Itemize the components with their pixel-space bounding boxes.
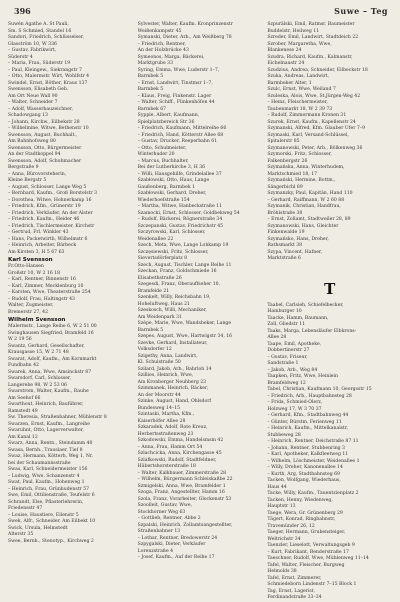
directory-entry: – Friedrich, Rentner, [137, 41, 186, 47]
directory-entry: Kleine Bergstr 5 [8, 178, 47, 183]
directory-entry: Szillies, Heinrich, Wwe, [137, 373, 194, 378]
directory-entry: – Martha, Witwe, Hanbeckstraße 11 [137, 204, 223, 209]
directory-entry: Taabel, Carlsieh, Schiefelbecker, [267, 302, 344, 308]
directory-entry: Barmbek 5 [137, 327, 164, 333]
directory-entry: Am Kanal 12 [8, 434, 38, 440]
directory-entry: Gaußenberg, Barmbek 1 [137, 184, 195, 190]
directory-entry: Am Ort Neue Wall 90 [8, 93, 58, 99]
directory-entry: Szrober, Margaretha, Wwe, [267, 41, 332, 47]
directory-entry: Bremerstr 27, 42 [8, 309, 49, 315]
directory-entry: – Bernhard, Kaufm., Groß Borstelstr 3 [8, 191, 97, 196]
directory-entry: Szoolleit, Gustav, Wwe, [137, 503, 193, 508]
directory-entry: – Lothar, Rentner, Bredowerstr 24 [137, 535, 218, 541]
directory-entry: – Wilhelm, Bürgermann Schleiskaßbe 22 [137, 477, 233, 482]
directory-entry: Szymański, Hermine, Bottm., [267, 178, 336, 183]
directory-entry: Szilard, Jakob, Arb., Bahrloh 14 [137, 366, 212, 372]
directory-entry: – Walter, Kalkbauer, Zimmerstraße 28 [137, 470, 227, 476]
directory-entry: – Hans, Packetwirth, Wilhelmstr 6 [8, 236, 88, 242]
directory-entry: Am Bahnhofsweg 80 [8, 139, 56, 144]
directory-entry: Swarat, Adolf, Kaufm., Am Kornmarkt [8, 356, 97, 362]
directory-entry: Hauptstr 13 [267, 504, 296, 509]
directory-entry: An der Moorstr 44 [137, 392, 181, 398]
directory-entry: Travemünder 26, 12 [267, 523, 315, 529]
directory-entry: Szimmanek, Heinrich, Bäcker, [137, 386, 209, 391]
directory-entry: – Klaus, Freig, Finkenstr. Lager [137, 93, 212, 99]
directory-entry: Szlachcicka, Anna, Kirchengasse 45 [137, 451, 222, 456]
directory-entry: Szeskosch, Willi, Mechaniker, [137, 308, 207, 313]
directory-entry: Weidenallee 22 [137, 236, 174, 242]
directory-entry: Szkaradek, Adolf, Rote Kreuz, [137, 425, 208, 430]
directory-entry: Allee 28 [267, 335, 287, 340]
directory-entry: – Frida, Schmied-Olerz, [267, 400, 323, 405]
directory-entry: – Heinrich, Arbeiter, Bärbeck [8, 243, 77, 248]
directory-entry: Szczepanski, Gustav, Friedrichstr 45 [137, 223, 224, 229]
directory-entry: Szepes, August, Wwe, Hartwigstr 34, 16 [137, 334, 233, 339]
directory-entry: Süderstr 4 [8, 54, 33, 60]
directory-entry: – Gertrud, Frl. Winkler 43 [8, 230, 69, 235]
directory-entry: Szabłowski, Gerhard, Dreher, [137, 191, 207, 196]
directory-entry: Barmbek 5 [137, 87, 164, 92]
directory-entry: – Karl, Zimmer, Mecklenburg 10 [8, 283, 84, 289]
directory-entry: – Heinrich, Kaufm., Mittelkanalstr, [267, 426, 349, 431]
directory-entry: Stockhorner Weg 63 [137, 509, 186, 515]
directory-entry: Szpurälski, Emil, Ratmsr, Baumeister [267, 22, 355, 27]
directory-entry: Großstr 10, W 2 16 18 [8, 270, 61, 276]
directory-entry: Swarz, Anna, Rentn., Steindamm 40 [8, 441, 93, 446]
directory-entry: Swensson, Elisabeth Geb. [8, 87, 69, 92]
directory-entry: Fundbahn 42 [8, 363, 39, 368]
directory-entry: – Otto, Schulmeister, [137, 145, 187, 151]
directory-entry: Barmbek 67 [137, 106, 167, 112]
directory-entry: – Walter, Schiff., Flinkenhöfen 44 [137, 100, 215, 105]
directory-entry: – Friedrich, Kaufmann, Mittelreihe 66 [137, 126, 227, 131]
directory-entry: Szevke, Gerhard, Installateur, [137, 340, 208, 346]
directory-entry: – Adolf, Wasserbauzeichner, [8, 106, 74, 112]
directory-entry: Szurek, Ernst, Kaufm., Kapellenstr 24 [267, 119, 356, 125]
directory-entry: Tacke, Willy, Kaufm., Tauentzienplatz 2 [267, 491, 359, 496]
directory-entry: Szintaski, Martha, Kfm., [137, 412, 195, 417]
directory-entry: Swensson, Adolf, Schuhmacher [8, 158, 82, 164]
directory-entry: Szabłowski, Otto, Haus, Lange [137, 178, 210, 183]
directory-entry: Szymaski, Karl, Versand-Schlüssel, [267, 132, 349, 138]
directory-entry: Elisabethstraße 26 [137, 275, 182, 281]
directory-entry: Szypa, Vincent, Hafner, [267, 249, 323, 255]
directory-entry: Taenzler, Lieselott, Verwaltungsgeb 9 [267, 543, 355, 548]
column-right [267, 22, 392, 600]
directory-entry: Sw. Theresia, Straßenbahner, Mühlenstr 8 [8, 415, 107, 420]
directory-entry: Am Seehof 66 [8, 395, 41, 401]
directory-entry: Sandstraße 1 [267, 361, 299, 366]
directory-entry: – Karl, Apotheker, Kalkfleetweg 11 [267, 452, 349, 457]
directory-entry: Schrandt, Else, Pflasterlehrerin, [8, 499, 84, 505]
directory-entry: – Willy, Dreher, Kanonenallee 14 [267, 465, 343, 470]
directory-entry: – Friedrich, Tischlermeister, Kirchstr [8, 223, 95, 229]
directory-entry: Tabel, Christian, Kaufmann 10, Georgsstr 15 [267, 387, 372, 392]
directory-entry: Swat, Paul, Kaufm., Hohenweg 1 [8, 480, 85, 485]
directory-entry: – Johann, Kirchw., Eilbekstr 28 [8, 119, 80, 125]
directory-entry: Walter, Zugmeister, [8, 303, 54, 308]
directory-entry: Szeckan, Franz, Goldschmiede 16 [137, 269, 217, 274]
directory-heading: Wilhelm Svensson [8, 317, 66, 323]
directory-entry: Taapken, Fritz, Wwe, Heinlein [267, 374, 338, 379]
column-middle [137, 22, 263, 560]
column-left [8, 22, 133, 557]
directory-entry: Syring, Emma, Wwe, Luderstr 1–7, [137, 67, 220, 73]
directory-entry: Ferdinandstraße 33–34 [267, 595, 322, 600]
directory-entry: Swaz, Hermann, Kötterh, Weg 1, Nr. [8, 454, 94, 459]
page-number: 396 [14, 6, 31, 16]
directory-entry: Hübertshorsterstraße 18 [137, 464, 196, 469]
directory-entry: Marktstraße 6 [267, 256, 301, 261]
directory-entry: Szymanzky, Paul, Kapitän, Hand 110 [267, 191, 353, 196]
directory-entry: – Gerhard, Raiffmann, W 2 60 88 [267, 197, 345, 203]
directory-entry: Friedensstr 47 [8, 506, 43, 511]
directory-entry: Szegesdi, Franz, Oberauffseher 10, [137, 282, 221, 287]
directory-entry: Herbertsstraßenweg 23 [137, 431, 194, 437]
directory-entry: – Gerhard, Kfm., Stadtbahnweg 44 [267, 413, 349, 418]
directory-entry: Tacken, Henny, Wiedenweg, [267, 497, 333, 503]
directory-entry: Swantz, Gerhard, Gesellschafter, [8, 343, 85, 349]
directory-entry: Szpalski, Heinrich, Zollamtsangestellter, [137, 522, 233, 528]
directory-entry: Blankenese 24 [267, 48, 302, 53]
directory-entry: Szymańsko, Hans, Dreher, [267, 236, 329, 242]
directory-entry: Hamburger 10 [267, 309, 302, 314]
directory-entry: Kl. Schulstraße 50 [137, 360, 181, 365]
directory-entry: Szuleska, Alois, Wwe, St.Jürgen-Weg 42 [267, 93, 361, 99]
directory-entry: Bei der Lutherkirche 3, H 36 [137, 165, 206, 170]
directory-entry: Barmbeker Alter, 1 [267, 80, 312, 86]
directory-entry: – Rudolf, Frau, Haltingstr 43 [8, 296, 75, 302]
directory-entry: Szkodowski, Emma, Handelsmsm 42 [137, 438, 224, 443]
directory-entry: Szamocki, Ernst, Schlosser, Goldbekweg 54 [137, 210, 240, 216]
directory-entry: Kaiserhöfer Allee 28 [137, 418, 186, 424]
section-letter: T [324, 279, 336, 298]
directory-entry: Buddelstr, Heilweg 11 [267, 28, 320, 34]
directory-entry: Szola, Franz, Vorarbeiter, Glockenstr 53 [137, 496, 232, 502]
directory-entry: Szudzius, Andrea, Schneider, Eilbeckstr 18 [267, 67, 368, 73]
directory-entry: Stubbeweg 28 [267, 432, 301, 438]
directory-entry: – Karl, Rentner, Binnenstr 16 [8, 277, 76, 282]
directory-entry: – Kurt, Fabrikant, Benderstraße 17 [267, 549, 349, 555]
directory-entry: – Ernst, Zollamt, Stadtweiler 28, 89 [267, 217, 351, 222]
directory-entry: Sylvester, Walter, Kaufm. Kronprinzenstr [137, 22, 233, 27]
directory-entry: Swarzen, Ernst, Kaufm., Langreihe [8, 421, 90, 427]
directory-entry: – Louise, Haustiere, Eilenstr 5 [8, 512, 79, 518]
directory-entry: Swas, Karl, Schneidermeister 156 [8, 467, 88, 472]
directory-entry: Spitalerstr 85 [267, 139, 300, 144]
directory-entry: Sm. S Schmied, Standel 16 [8, 28, 72, 34]
directory-heading: Karl Svensson [8, 257, 53, 263]
directory-entry: Am Kirsten 3, H 5 67 63 [8, 249, 65, 255]
directory-entry: Szpygalski, Dieter, Verkäufer [137, 542, 206, 547]
directory-entry: Taacke, Hamm, Baumann, [267, 315, 329, 321]
directory-entry: Am Weidenpark 31 [137, 314, 182, 320]
directory-entry: Weltrichstr 34 [267, 536, 301, 542]
directory-entry: – Rudolf, Bäckerei, Rögnerstraße 34 [137, 217, 223, 222]
directory-entry: Szymanik, Christian, Handfrau, [267, 204, 341, 209]
directory-entry: – Friedrich, Kfm., Grünerstr 19 [8, 204, 81, 209]
directory-entry: Szépe, Marie, Wwe, Wandsbeker, Lange [137, 321, 232, 326]
directory-entry: Swarstrom, Walter, Kaufm., Rauhe [8, 389, 89, 394]
directory-entry: Taege, Wera, Gr. Grünenberg 29 [267, 510, 343, 516]
directory-entry: Haus 44 [267, 484, 287, 490]
directory-entry: – August, Schlosser, Lange Weg 5 [8, 184, 87, 190]
directory-entry: – Friedrich, Arb., Hauptbahnsteg 28 [267, 393, 352, 399]
directory-entry: Tafel, Ernst, Zimmerer, [267, 575, 322, 581]
directory-entry: Marktgrube 33 [137, 61, 173, 66]
directory-entry: An der Stadtkoppel 94 [8, 152, 61, 157]
directory-entry: Taaks, Marga, Lebensläufer Elbkrons- [267, 328, 357, 334]
directory-entry: Straßenbahner 13 [137, 529, 181, 534]
directory-entry: Swensson, August, Buchhalt., [8, 132, 78, 138]
directory-entry: – Friedrich, Verkäufer, An der Alster [8, 210, 93, 216]
directory-entry: Taubenmarkt 18, W 2 39 73 [267, 106, 333, 112]
directory-entry: – Gottlieb, Rentner, Abbe 2 [137, 516, 201, 521]
directory-entry: Zoll, Gliedstr 11 [267, 322, 306, 327]
directory-entry: Fr.Otto-Hansen [8, 264, 44, 269]
directory-entry: Bergstraße 9 [8, 165, 39, 170]
directory-entry: – Wilhelm, Löschmeister, Weidenallee 1 [267, 458, 360, 464]
directory-entry: Taeschner, Rudolf, Wwe, Mühlenweg 11–14 [267, 556, 369, 561]
directory-entry: Volksdorfer 12 [137, 347, 172, 352]
directory-entry: bei der Schaumannsstraße [8, 460, 71, 466]
directory-entry: Swaruhnt, Otto, Lagerverwalter, [8, 428, 84, 433]
directory-entry: – Friedrich, Kaufm., Heider 46 [8, 217, 80, 222]
directory-entry: – Friedrich, Hand, Kötterstr Allee 68 [137, 132, 224, 138]
directory-entry: Swarthout, Heinrich, Bauführer, [8, 402, 84, 407]
directory-entry: Tag, Ernst, Lagerist, [267, 588, 316, 594]
directory-entry: Sypple, Albert, Kaufmann, [137, 113, 200, 118]
directory-entry: Swarsdorf, Carl, Schlosser, [8, 376, 72, 381]
directory-entry: Sandori, Friedrich, Schlüsselser, [8, 35, 85, 40]
directory-entry: Malermstr., Lange Reihe 6, W 2 51 00 [8, 324, 97, 329]
directory-entry: – Günter, Bürstm, Ferienweg 11 [267, 419, 342, 425]
directory-entry: Szlafkowski, Rudolf, Stadtfeldner, [137, 457, 217, 463]
directory-entry: Helmolds 38 [267, 569, 297, 574]
directory-entry: Sievertsdörferplatz 8 [137, 256, 188, 261]
directory-entry: – Heinrich, Frau, Grünhudenstr 57 [8, 486, 90, 492]
directory-entry: Tacken, Wolfgang, Wiederhaus, [267, 478, 341, 483]
directory-entry: Szymanowski, Peter, Arb., Bölkenweg 36 [267, 145, 363, 151]
directory-entry: – Anna, Frau, Hamm Ort 54 [137, 444, 203, 450]
directory-entry: Szulc, Ernst, Wwe, Weiland 7 [267, 87, 336, 92]
directory-entry: Szenkelt, Willy, Reichsbahn 19, [137, 295, 211, 300]
directory-entry: – Marcus, Buchhalter, [137, 158, 189, 164]
directory-entry: Swe, Emil, Ottilienstraße, Teufelstr 6 [8, 493, 95, 498]
directory-entry: Szmigelski, Anna, Wwe, Bramfelder 1 [137, 483, 226, 489]
directory-entry: Suwén Agathe A. St Pauli, [8, 22, 69, 27]
directory-entry: Szigethy, Anna, Landwirt, [137, 353, 198, 359]
directory-entry: Winterhuder 20 [137, 152, 175, 157]
directory-entry: – Otto, Malermstr. Wirt, Wohlfstr 4 [8, 74, 90, 79]
page-range: Suwe – Teg [334, 6, 388, 16]
directory-entry: Holzweg 17, W 3 70 37 [267, 406, 322, 412]
directory-entry: Szczyrowski, Karl, Schlosser, [137, 230, 206, 235]
directory-entry: Marktschmied 18, 17 [267, 171, 318, 177]
directory-entry: Sängerbichl 89 [267, 184, 303, 190]
directory-entry: – Paul, Kleingew., Siekrangstr 7 [8, 67, 82, 73]
directory-entry: Bramfeldweg 12 [267, 380, 306, 386]
directory-entry: Alterstr 35 [8, 532, 34, 537]
directory-entry: Szech, August, Tischler, Lange Reihe 11 [137, 262, 232, 268]
directory-entry: – Anna, Bürovorsteherin, [8, 171, 67, 177]
directory-entry: Szudra, Richard, Kaufm., Kalmanstr, [267, 54, 353, 60]
directory-entry: Rathsmarkt 38 [267, 243, 303, 248]
directory-entry: Swee, Bernh., Stenotyp., Kirchweg 2 [8, 538, 94, 544]
directory-entry: Szczęsiewski, Fritz, Schlosser, [137, 249, 209, 255]
directory-entry: Szoga, Franz, Angestellter, Hamm 16 [137, 490, 225, 495]
directory-entry: Swek, Alfr., Schneider, Am Eilbekt 10 [8, 519, 96, 524]
directory-entry: Tägert, Konrad, Ringbahnstr, [267, 517, 336, 522]
directory-entry: – Heinz, Fleischermeister, [267, 100, 328, 105]
directory-entry: Szymorski, Fritz, Schlosser, [267, 152, 332, 157]
directory-entry: – Gustav, Friseur, [267, 354, 308, 360]
directory-entry: Langerebe 98, W 2 53 06 [8, 382, 67, 388]
directory-entry: Taeger, Hermann, Grubensteiger, [267, 530, 346, 535]
directory-entry: Taape, Emil, Apotheke, [267, 341, 322, 347]
directory-entry: Tafel, Walter, Fleischer, Burgweg [267, 562, 345, 568]
directory-entry: Szinke, August, Hand, Ohlsdorf [137, 399, 212, 404]
directory-entry: – Johann, Rentner, Stubbenring 3 [267, 445, 345, 451]
directory-entry: Bundesweg 14–15 [137, 405, 181, 411]
directory-entry: Bröhlstraße 38 [267, 210, 303, 216]
directory-entry: – Kurth, Arg, Stadtbahnsteg 69 [267, 471, 340, 477]
directory-entry: – Maria, Frau, Süderstr 19 [8, 61, 71, 66]
directory-entry: – Wilhelmine, Witwe, Bethenstr 10 [8, 126, 89, 131]
directory-entry: Swinghausen Siegfried, Bramfeld 16 [8, 330, 94, 336]
directory-entry: Am Kronberger Neuhberg 23 [137, 379, 207, 385]
directory-entry: Swarek, Anna, Wwe, Amsinckstr 87 [8, 369, 92, 375]
directory-entry: – Jakob, Arb., Weg 84 [267, 367, 318, 373]
directory-entry: – Gustav, Drucker, Reeperbahn 61 [137, 139, 218, 144]
directory-entry: W 2 19 56 [8, 337, 32, 342]
directory-entry: Szuka, Andreas, Landwirt, [267, 74, 330, 79]
directory-entry: Symanski, Dieter, Arb., Am Weißberg 78 [137, 35, 232, 40]
directory-entry: Hoheluftweg, Haus 21 [137, 301, 190, 307]
directory-entry: An der Holzbrücke 43 [137, 48, 189, 53]
directory-entry: – Josef, Kaufm., Auf der Reihe 17 [137, 555, 215, 560]
directory-entry: – Walter, Schneider 7 [8, 100, 58, 105]
directory-entry: Lorenzstraße 4 [137, 548, 174, 554]
directory-entry: Eichelnaustr 24 [267, 61, 305, 66]
directory-entry: – Dorothea, Witwe, Hohnerkamp 16 [8, 197, 92, 203]
directory-entry: Szymanowski, Hans, Gleichter [267, 223, 339, 229]
directory-entry: Finkenwalde 19 [267, 230, 305, 235]
directory-entry: Swensson, Otto, Bürgermeister [8, 145, 82, 151]
directory-entry: Bramfelde 21 [137, 288, 170, 294]
directory-entry: Schadowgang 13 [8, 113, 48, 118]
columns [8, 22, 392, 600]
directory-entry: – Rudolf, Zimmermann Kronen 31 [267, 113, 347, 118]
directory-entry: Barmbek 5 [137, 74, 164, 79]
directory-entry: Symeonos, Marga, Bäckerei, [137, 54, 205, 60]
directory-entry: Szreder, Emil, Landwirt, Stadtdeich 22 [267, 35, 359, 40]
directory-entry: – Karsten, Wwe, Theaterstraße 254 [8, 290, 91, 295]
directory-entry: Szymanski, Alfred, Kfm. Glauber Ufer 7–9 [267, 126, 366, 131]
directory-entry: Szymańska, Anna, Winterhudem, [267, 165, 345, 170]
directory-entry: Swick, Ursula, Helmstedt [8, 525, 68, 531]
directory-entry: Szech, Meta, Wwe, Lange Lohkamp 19 [137, 243, 229, 248]
directory-entry: – Heinrich, Rentner, Deichstraße 87 11 [267, 439, 359, 444]
page-header [8, 6, 392, 18]
directory-entry: Swasa, Bernh., Trauslaer, Tief 8 [8, 447, 83, 453]
spacer [267, 263, 392, 273]
directory-entry: Schmiedeborn Lindenstr 7–15 Block 1 [267, 582, 357, 587]
directory-entry: Falkenbergstr 26 [267, 158, 308, 164]
directory-entry: Dobbertinerstr 27 [267, 348, 310, 353]
directory-entry: – Gustav, Fabrikwirt, [8, 48, 57, 53]
directory-entry: Weißenkampstr 45 [137, 28, 182, 34]
directory-entry: Ramstedt 49 [8, 408, 38, 414]
directory-entry: Krausgasse 15, W 2 71 48 [8, 350, 69, 355]
directory-entry: Swindel, Ernst, Böther, Kraus 137 [8, 80, 88, 86]
directory-entry: – Ludwig, Wwe, Schanzenstr 4 [8, 473, 80, 479]
directory-entry: Glasström 10, W 336 [8, 41, 57, 47]
directory-entry: Wiederhoefstraße 154 [137, 197, 190, 203]
directory-entry: – Ernst, Landwirt, Tinstmsr 1–7, [137, 80, 213, 86]
directory-entry: Spielplatzbereich Str 36 [137, 119, 195, 125]
directory-entry: – Willi, Hausgehilfe, Grindelallee 37 [137, 171, 222, 177]
